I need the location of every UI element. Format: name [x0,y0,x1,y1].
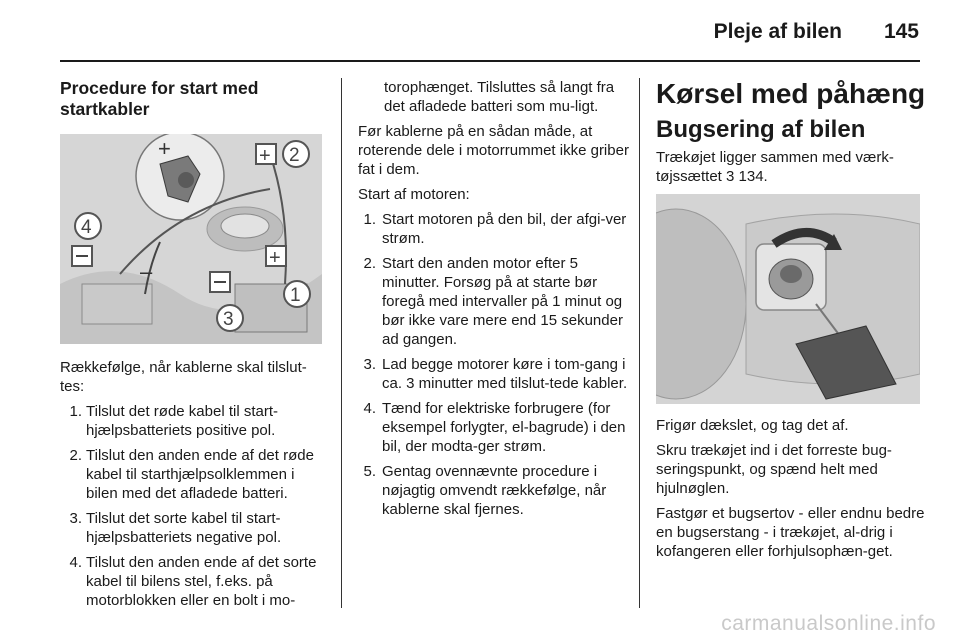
svg-text:+: + [259,145,271,167]
step-continuation: torophænget. Tilsluttes så langt fra det afladede batteri som mu-ligt. [384,79,615,115]
column-towing [656,78,926,567]
jump-start-illustration [60,134,322,344]
screw-tow-eye-text: Skru trækøjet ind i det forreste bug-seringspunkt, og spænd helt med hjulnøglen. [656,442,892,497]
engine-start-label: Start af motoren: [358,186,470,203]
section-title: Pleje af bilen [713,20,842,43]
list-item: 1. Start motoren på den bil, der afgi-ver strøm. [363,211,627,247]
page-header [0,0,960,62]
engine-start-steps [358,210,630,519]
list-item: 2. Tilslut den anden ende af det røde kabel til starthjælpsolklemmen i bilen med det afladede batteri. [69,447,314,502]
figure-label-1: 1 [290,285,301,306]
list-item: 5. Gentag ovennævnte procedure i nøjagtig omvendt rækkefølge, når kablerne skal fjernes. [363,463,607,518]
tow-cover-diagram [656,194,920,404]
battery-cable-diagram [60,134,322,344]
list-item: 3. Tilslut det sorte kabel til start-hjælpsbatteriets negative pol. [69,510,282,546]
column-divider-left [341,78,342,608]
svg-text:+: + [269,247,281,269]
attach-tow-rope-text: Fastgør et bugsertov - eller endnu bedre en bugserstang - i trækøjet, al-drig i kofangeren eller forhjulsophæn-get. [656,505,925,560]
list-item: 2. Start den anden motor efter 5 minutter. Forsøg på at starte bør foregå med intervaller på 1 minut og bør ikke vare mere end 15 sekunder ad gangen. [363,255,623,348]
connection-steps [60,402,328,610]
connection-order-intro: Rækkefølge, når kablerne skal tilslut-tes: [60,359,307,395]
svg-text:–: – [140,259,153,284]
header-divider [60,60,920,62]
remove-cover-text: Frigør dækslet, og tag det af. [656,417,849,434]
tow-eye-illustration [656,194,920,404]
page-number: 145 [883,20,919,43]
figure-label-4: 4 [81,217,92,238]
column-jump-start [60,78,328,616]
tow-eye-intro: Trækøjet ligger sammen med værk-tøjssættet 3 134. [656,149,894,185]
list-item: 4. Tilslut den anden ende af det sorte kabel til bilens stel, f.eks. på motorblokken eller en bolt i mo- [69,554,317,609]
column-divider-right [639,78,640,608]
towing-main-heading: Kørsel med påhæng [656,78,926,109]
cable-routing-note: Før kablerne på en sådan måde, at roterende dele i motorrummet ikke griber fat i dem. [358,123,629,178]
jump-start-heading: Procedure for start med startkabler [60,78,259,119]
list-item: 4. Tænd for elektriske forbrugere (for eksempel forlygter, el-bagrude) i den bil, der modta-ger strøm. [363,400,626,455]
list-item: 1. Tilslut det røde kabel til start-hjælpsbatteriets positive pol. [69,403,279,439]
svg-text:+: + [158,136,171,161]
towing-sub-heading: Bugsering af bilen [656,116,866,143]
list-item: 3. Lad begge motorer køre i tom-gang i ca. 3 minutter med tilslut-tede kabler. [363,356,628,392]
figure-label-3: 3 [223,309,234,330]
column-engine-start [358,78,630,525]
watermark: carmanualsonline.info [721,612,936,635]
figure-label-2: 2 [289,145,300,166]
